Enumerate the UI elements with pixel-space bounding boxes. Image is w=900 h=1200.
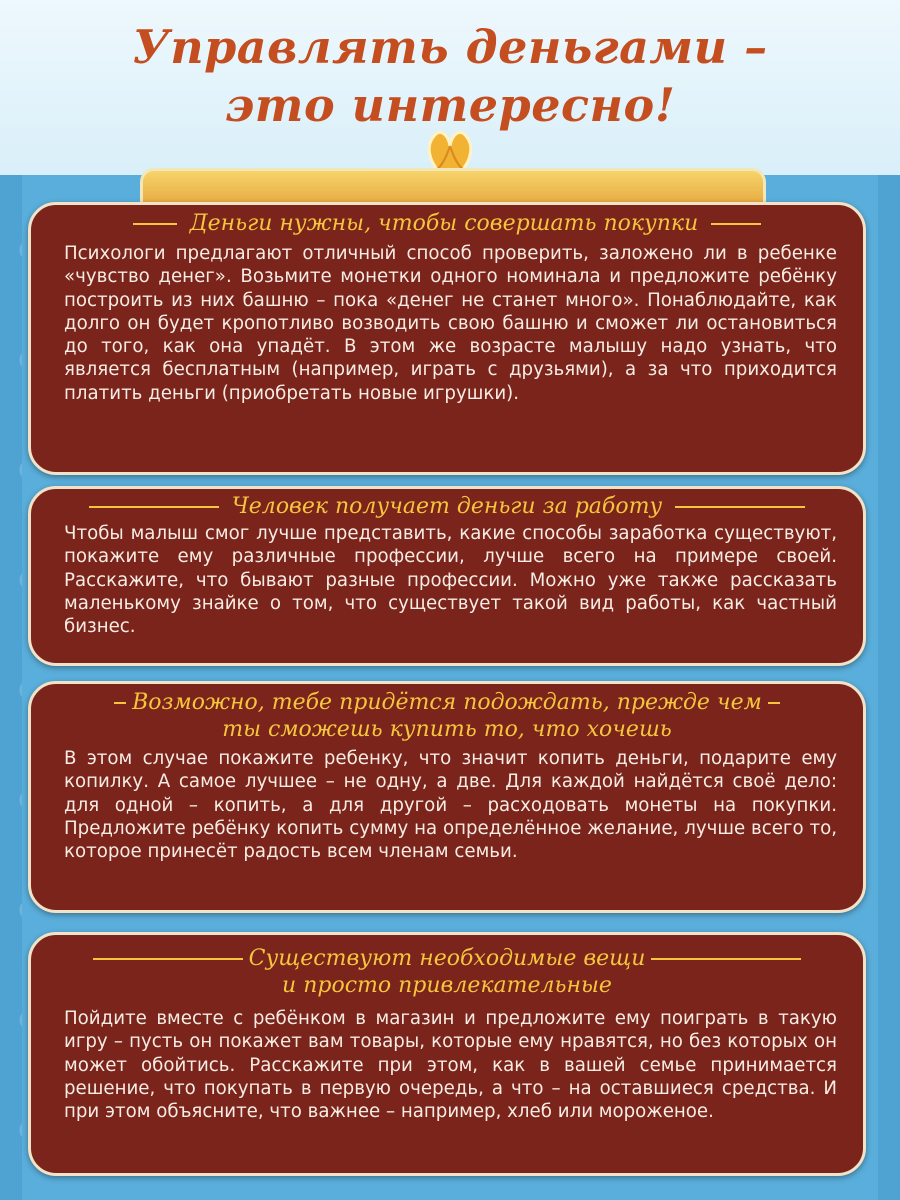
card-2-body: Чтобы малыш смог лучше представить, какие способы заработка существуют, покажите ему различные профессии, лучше всего на примере своей. Расскажите, что бывают разные профессии. Можно уже также рассказать маленькому знайке о том, что существует такой вид работы, как частный бизнес. [64,523,837,638]
heading-rule-right [768,702,780,704]
info-card-2 [28,486,866,666]
card-2-heading: Человек получает деньги за работу [231,494,663,519]
page-title-line2: это интересно! [224,78,676,132]
card-4-heading-line1 [31,945,863,972]
card-1-body: Психологи предлагают отличный способ проверить, заложено ли в ребенке «чувство денег». Возьмите монетки одного номинала и предложите ребёнку построить из них башню – пока «денег не станет много». Понаблюдайте, как долго он будет кропотливо возводить свою башню и сможет ли остановиться до того, как она упадёт. В этом же возрасте малышу надо узнать, что является бесплатным (например, играть с друзьями), а за что приходится платить деньги (приобретать новые игрушки). [64,243,837,404]
heading-rule-right [711,223,761,225]
card-1-heading: Деньги нужны, чтобы совершать покупки [189,211,699,236]
card-3-heading-line2: ты сможешь купить то, что хочешь [222,717,672,742]
heading-rule-left [89,506,219,508]
heading-rule-left [114,702,126,704]
card-1-heading-row [31,210,863,237]
card-2-heading-row [31,493,863,520]
card-3-heading-line1 [31,689,863,716]
info-card-4 [28,932,866,1176]
card-3-heading-text-1: Возможно, тебе придётся подождать, прежде чем [132,690,762,715]
info-card-3 [28,681,866,913]
heading-rule-right [651,958,801,960]
card-4-heading-text-1: Существуют необходимые вещи [248,946,646,971]
page-title [0,18,900,134]
heading-rule-right [675,506,805,508]
card-3-heading [31,689,863,743]
page-title-line1: Управлять деньгами – [132,20,768,74]
card-4-body: Пойдите вместе с ребёнком в магазин и предложите ему поиграть в такую игру – пусть он покажет вам товары, которые ему нравятся, но без которых он может обойтись. Расскажите при этом, как в вашей семье принимается решение, что покупать в первую очередь, а что – на оставшиеся средства. И при этом объясните, что важнее – например, хлеб или мороженое. [64,1008,837,1123]
card-4-heading-line2: и просто привлекательные [282,973,612,998]
card-3-body: В этом случае покажите ребенку, что значит копить деньги, подарите ему копилку. А самое лучшее – не одну, а две. Для каждой найдётся своё дело: для одной – копить, а для другой – расходовать монеты на покупки. Предложите ребёнку копить сумму на определённое желание, лучше всего то, которое принесёт радость всем членам семьи. [64,748,837,863]
heading-rule-left [93,958,243,960]
info-card-1 [28,202,866,475]
card-4-heading [31,945,863,999]
heading-rule-left [133,223,177,225]
